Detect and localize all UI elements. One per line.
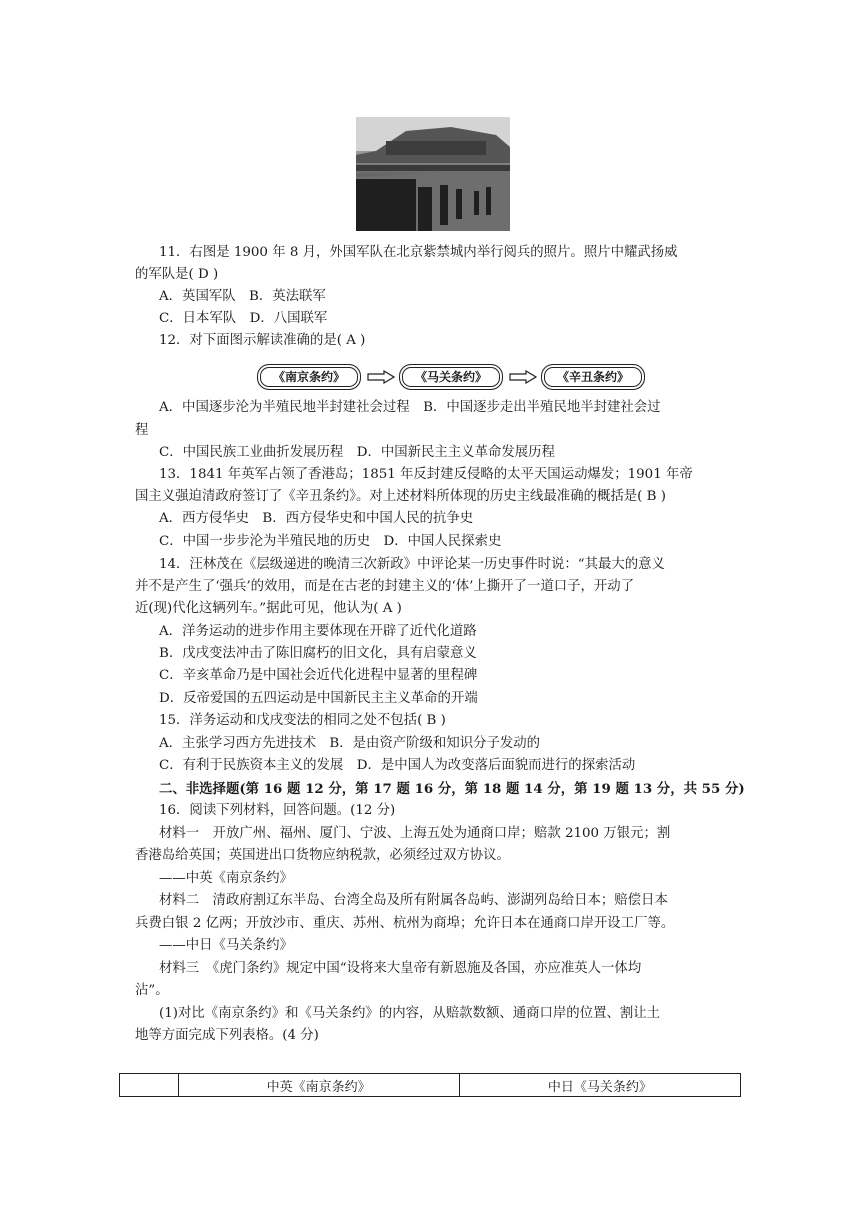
q14-option-b: B．戊戌变法冲击了陈旧腐朽的旧文化，具有启蒙意义 <box>159 646 477 661</box>
q14-line1: 14．汪林茂在《层级递进的晚清三次新政》中评论某一历史事件时说：“其最大的意义 <box>159 557 665 572</box>
arrow-right-icon <box>509 370 537 384</box>
material2-line2: 兵费白银 2 亿两；开放沙市、重庆、苏州、杭州为商埠；允许日本在通商口岸开设工厂等。 <box>135 916 675 931</box>
table-row <box>120 1074 741 1097</box>
parade-photo <box>356 117 510 231</box>
q14-option-a: A．洋务运动的进步作用主要体现在开辟了近代化道路 <box>159 624 477 639</box>
subquestion1-line1: (1)对比《南京条约》和《马关条约》的内容，从赔款数额、通商口岸的位置、割让土 <box>159 1006 661 1021</box>
subquestion1-line2: 地等方面完成下列表格。(4 分) <box>135 1028 319 1043</box>
q13-line1: 13．1841 年英军占领了香港岛；1851 年反封建反侵略的太平天国运动爆发；1901 年帝 <box>159 467 693 482</box>
table-header-cell: 中英《南京条约》 <box>178 1074 459 1097</box>
section-heading: 二、非选择题(第 16 题 12 分，第 17 题 16 分，第 18 题 14 分，第 19 题 13 分，共 55 分) <box>159 781 745 797</box>
q14-option-d: D．反帝爱国的五四运动是中国新民主主义革命的开端 <box>159 691 478 706</box>
q12-option-line1: A．中国逐步沦为半殖民地半封建社会过程 B．中国逐步走出半殖民地半封建社会过 <box>159 400 661 415</box>
arrow-right-icon <box>367 370 395 384</box>
q14-option-c: C．辛亥革命乃是中国社会近代化进程中显著的里程碑 <box>159 668 478 683</box>
material1-line2: 香港岛给英国；英国进出口货物应纳税款，必须经过双方协议。 <box>135 848 510 863</box>
treaty-flow-diagram <box>257 364 645 390</box>
q16-stem: 16．阅读下列材料，回答问题。(12 分) <box>159 803 396 818</box>
material3-line1: 材料三 《虎门条约》规定中国“设将来大皇帝有新恩施及各国，亦应准英人一体均 <box>159 961 642 976</box>
material1-line1: 材料一 开放广州、福州、厦门、宁波、上海五处为通商口岸；赔款 2100 万银元；割 <box>159 826 671 841</box>
q13-options-cd: C．中国一步步沦为半殖民地的历史 D．中国人民探索史 <box>159 534 502 549</box>
q11-options-ab: A．英国军队 B．英法联军 <box>159 289 326 304</box>
q12-options-cd: C．中国民族工业曲折发展历程 D．中国新民主主义革命发展历程 <box>159 445 555 460</box>
q14-line3: 近(现)代化这辆列车。”据此可见，他认为( A ) <box>135 601 402 616</box>
table-header-cell <box>120 1074 179 1097</box>
q11-options-cd: C．日本军队 D．八国联军 <box>159 311 328 326</box>
q14-line2: 并不是产生了‘强兵’的效用，而是在古老的封建主义的‘体’上撕开了一道口子，开动了 <box>135 579 635 594</box>
q11-line1: 11．右图是 1900 年 8 月，外国军队在北京紫禁城内举行阅兵的照片。照片中耀武扬威 <box>159 245 678 260</box>
material1-source: ——中英《南京条约》 <box>159 871 293 886</box>
q11-line2: 的军队是( D ) <box>135 267 219 282</box>
q15-options-ab: A．主张学习西方先进技术 B．是由资产阶级和知识分子发动的 <box>159 736 541 751</box>
comparison-table <box>119 1073 741 1097</box>
material3-line2: 沾”。 <box>135 983 169 998</box>
q15-stem: 15．洋务运动和戊戌变法的相同之处不包括( B ) <box>159 713 446 728</box>
parade-photo-image <box>356 117 510 231</box>
flow-node-xinchou: 《辛丑条约》 <box>541 364 645 390</box>
material2-line1: 材料二 清政府割辽东半岛、台湾全岛及所有附属各岛屿、澎湖列岛给日本；赔偿日本 <box>159 893 668 908</box>
q12-option-line2: 程 <box>135 423 149 438</box>
flow-node-maguan: 《马关条约》 <box>399 364 503 390</box>
material2-source: ——中日《马关条约》 <box>159 938 293 953</box>
q13-options-ab: A．西方侵华史 B．西方侵华史和中国人民的抗争史 <box>159 511 474 526</box>
q13-line2: 国主义强迫清政府签订了《辛丑条约》。对上述材料所体现的历史主线最准确的概括是( B ) <box>135 489 666 504</box>
q12-stem: 12．对下面图示解读准确的是( A ) <box>159 333 366 348</box>
q15-options-cd: C．有利于民族资本主义的发展 D．是中国人为改变落后面貌而进行的探索活动 <box>159 758 636 773</box>
table-header-cell: 中日《马关条约》 <box>459 1074 740 1097</box>
flow-node-nanjing: 《南京条约》 <box>257 364 361 390</box>
